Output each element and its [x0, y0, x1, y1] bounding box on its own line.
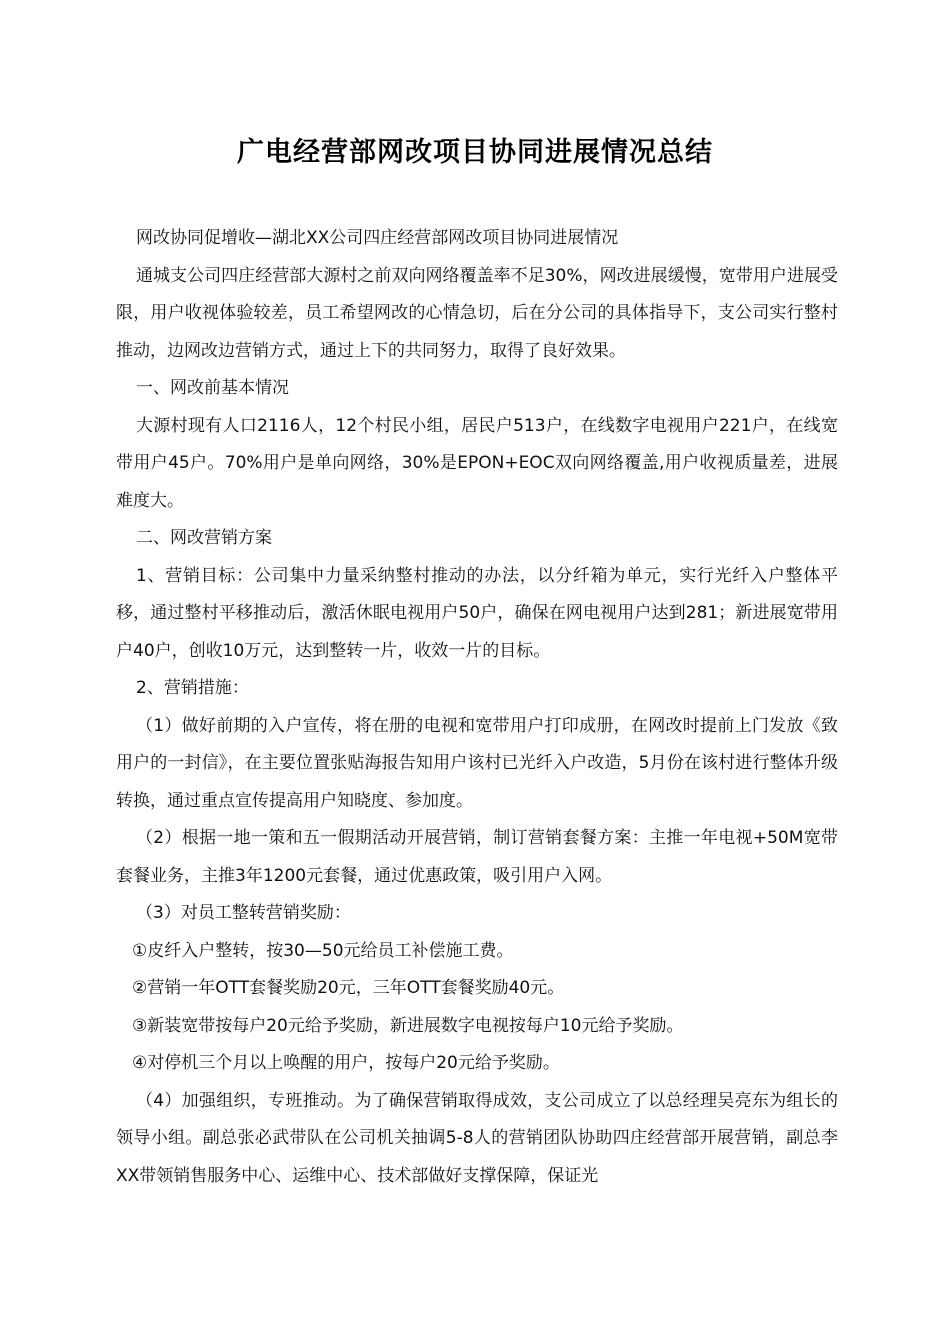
paragraph-intro: 通城支公司四庄经营部大源村之前双向网络覆盖率不足30%，网改进展缓慢，宽带用户进展受限，用户收视体验较差，员工希望网改的心情急切，后在分公司的具体指导下，支公司实行整村推动，边网改边营销方式，通过上下的共同努力，取得了良好效果。 — [116, 265, 838, 361]
paragraph-measure-3: （3）对员工整转营销奖励： — [136, 903, 351, 923]
list-item-reward-1: ①皮纤入户整转，按30—50元给员工补偿施工费。 — [132, 940, 514, 961]
list-item-reward-2: ②营销一年OTT套餐奖励20元，三年OTT套餐奖励40元。 — [132, 978, 565, 998]
paragraph-marketing-measures: 2、营销措施： — [136, 678, 249, 698]
list-item-reward-4: ④对停机三个月以上唤醒的用户，按每户20元给予奖励。 — [132, 1053, 560, 1073]
paragraph-subtitle: 网改协同促增收—湖北XX公司四庄经营部网改项目协同进展情况 — [136, 228, 619, 248]
document-title: 广电经营部网改项目协同进展情况总结 — [237, 137, 713, 168]
paragraph-background: 大源村现有人口2116人，12个村民小组，居民户513户，在线数字电视用户221户，在线宽带用户45户。70%用户是单向网络，30%是EPON+EOC双向网络覆盖,用户收视质量差，进展难度大。 — [116, 415, 838, 511]
paragraph-measure-4: （4）加强组织，专班推动。为了确保营销取得成效，支公司成立了以总经理吴亮东为组长的领导小组。副总张必武带队在公司机关抽调5-8人的营销团队协助四庄经营部开展营销，副总李XX带领销售服务中心、运维中心、技术部做好支撑保障，保证光 — [116, 1090, 838, 1186]
paragraph-marketing-goal: 1、营销目标：公司集中力量采纳整村推动的办法，以分纤箱为单元，实行光纤入户整体平移，通过整村平移推动后，激活休眠电视用户50户，确保在网电视用户达到281；新进展宽带用户40户，创收10万元，达到整转一片，收效一片的目标。 — [116, 565, 838, 661]
document-body — [116, 220, 838, 1195]
list-item-reward-3: ③新装宽带按每户20元给予奖励，新进展数字电视按每户10元给予奖励。 — [132, 1015, 684, 1036]
section-heading-1: 一、网改前基本情况 — [136, 378, 289, 398]
paragraph-measure-2: （2）根据一地一策和五一假期活动开展营销，制订营销套餐方案：主推一年电视+50M宽带套餐业务，主推3年1200元套餐，通过优惠政策，吸引用户入网。 — [116, 828, 838, 886]
paragraph-measure-1: （1）做好前期的入户宣传，将在册的电视和宽带用户打印成册，在网改时提前上门发放《致用户的一封信》，在主要位置张贴海报告知用户该村已光纤入户改造，5月份在该村进行整体升级转换，通过重点宣传提高用户知晓度、参加度。 — [116, 715, 838, 811]
section-heading-2: 二、网改营销方案 — [136, 528, 272, 548]
